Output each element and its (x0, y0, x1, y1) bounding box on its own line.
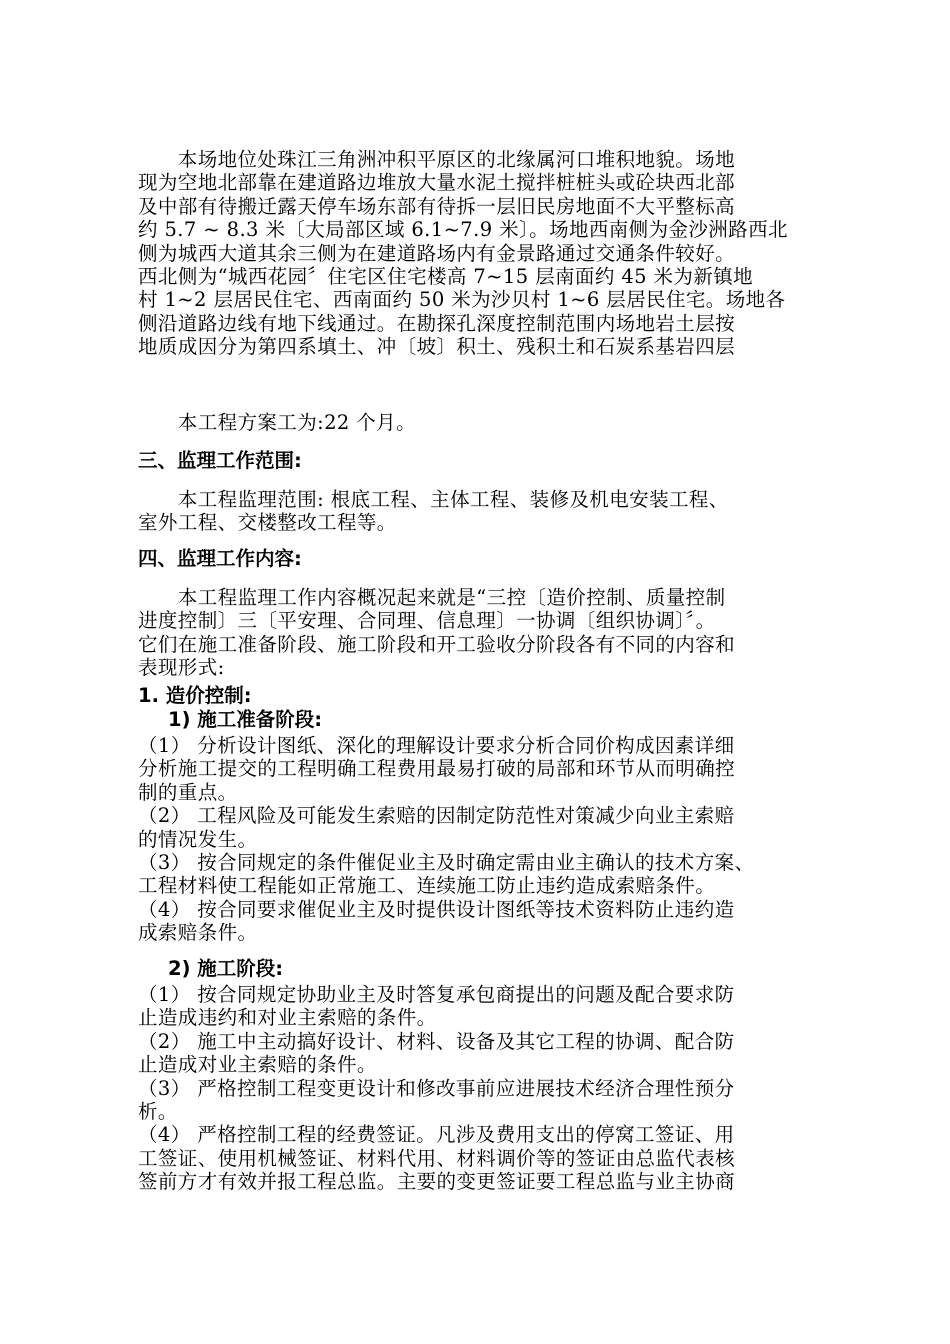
list-item-line: （3） 按合同规定的条件催促业主及时确定需由业主确认的技术方案、 (138, 850, 755, 874)
heading-preparation-stage: 1) 施工准备阶段: (168, 708, 323, 731)
text-line: 西北侧为“城西花园〞住宅区住宅楼高 7~15 层南面约 45 米为新镇地 (138, 264, 754, 288)
paragraph-site-description (138, 148, 818, 359)
list-item-line: （4） 按合同要求催促业主及时提供设计图纸等技术资料防止违约造 (138, 897, 735, 921)
text-line: 它们在施工准备阶段、施工阶段和开工验收分阶段各有不同的内容和 (138, 632, 736, 656)
list-item-line: 的情况发生。 (138, 827, 258, 851)
text-line: 侧为城西大道其余三侧为在建道路场内有金景路通过交通条件较好。 (138, 241, 736, 265)
list-item-line: （4） 严格控制工程的经费签证。凡涉及费用支出的停窝工签证、用 (138, 1123, 735, 1147)
text-line: 现为空地北部靠在建道路边堆放大量水泥土搅拌桩桩头或砼块西北部 (138, 171, 736, 195)
text-line: 本工程方案工为:22 个月。 (138, 411, 416, 434)
heading-section-3: 三、监理工作范围: (138, 449, 302, 472)
list-item-line: 工签证、使用机械签证、材料代用、材料调价等的签证由总监代表核 (138, 1146, 736, 1170)
list-item-line: 制的重点。 (138, 780, 238, 804)
paragraph-period (138, 411, 818, 434)
text-line: 本场地位处珠江三角洲冲积平原区的北缘属河口堆积地貌。场地 (138, 148, 736, 171)
paragraph-scope (138, 488, 818, 535)
text-line: 本工程监理工作内容概况起来就是“三控〔造价控制、质量控制 (138, 586, 726, 609)
list-item-line: 分析施工提交的工程明确工程费用最易打破的局部和环节从而明确控 (138, 757, 736, 781)
text-line: 村 1~2 层居民住宅、西南面约 50 米为沙贝村 1~6 层居民住宅。场地各 (138, 288, 786, 312)
list-item-line: 析。 (138, 1099, 178, 1123)
text-line: 及中部有待搬迁露天停车场东部有待拆一层旧民房地面不大平整标高 (138, 194, 736, 218)
heading-construction-stage: 2) 施工阶段: (168, 957, 284, 980)
text-line: 本工程监理范围: 根底工程、主体工程、装修及机电安装工程、 (138, 488, 729, 511)
list-item-line: 签前方才有效并报工程总监。主要的变更签证要工程总监与业主协商 (138, 1170, 736, 1194)
text-line: 约 5.7 ~ 8.3 米〔大局部区域 6.1~7.9 米〕。场地西南侧为金沙洲路西北 (138, 218, 788, 242)
list-item-line: 成索赔条件。 (138, 921, 258, 945)
list-preparation-items (138, 734, 818, 945)
list-item-line: （2） 施工中主动搞好设计、材料、设备及其它工程的协调、配合防 (138, 1029, 735, 1053)
list-item-line: （1） 分析设计图纸、深化的理解设计要求分析合同价构成因素详细 (138, 734, 735, 757)
text-line: 进度控制〕三〔平安理、合同理、信息理〕一协调〔组织协调〕〞。 (138, 609, 716, 633)
list-item-line: 止造成对业主索赔的条件。 (138, 1053, 377, 1077)
heading-section-4: 四、监理工作内容: (138, 547, 302, 570)
text-line: 侧沿道路边线有地下线通过。在勘探孔深度控制范围内场地岩土层按 (138, 311, 736, 335)
heading-cost-control: 1. 造价控制: (138, 684, 252, 707)
list-item-line: 止造成违约和对业主索赔的条件。 (138, 1006, 437, 1030)
list-item-line: （3） 严格控制工程变更设计和修改事前应进展技术经济合理性预分 (138, 1076, 735, 1100)
list-item-line: （2） 工程风险及可能发生索赔的因制定防范性对策减少向业主索赔 (138, 804, 735, 828)
text-line: 表现形式: (138, 656, 225, 680)
list-item-line: （1） 按合同规定协助业主及时答复承包商提出的问题及配合要求防 (138, 983, 735, 1006)
text-line: 地质成因分为第四系填土、冲〔坡〕积土、残积土和石炭系基岩四层 (138, 335, 736, 359)
list-item-line: 工程材料使工程能如正常施工、连续施工防止违约造成索赔条件。 (138, 874, 716, 898)
list-construction-items (138, 983, 818, 1194)
paragraph-content (138, 586, 818, 680)
text-line: 室外工程、交楼整改工程等。 (138, 511, 397, 535)
